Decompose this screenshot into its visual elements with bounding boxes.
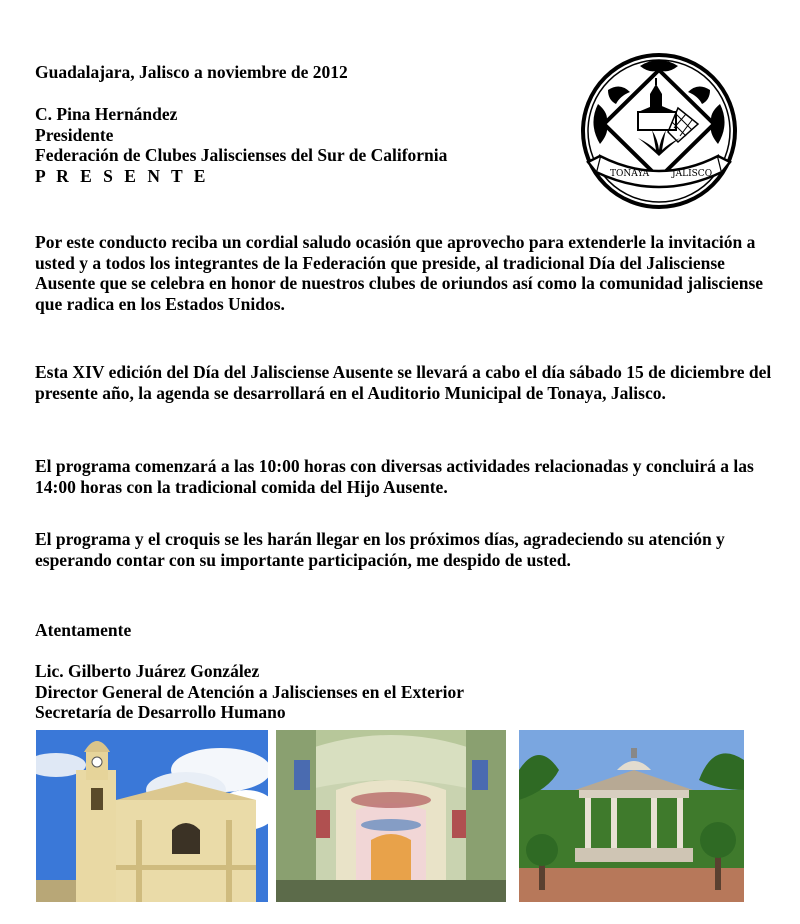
town-kiosk-photo	[519, 730, 744, 902]
closing-label: Atentamente	[35, 620, 132, 640]
recipient-title: Presidente	[35, 124, 114, 145]
signer-name: Lic. Gilberto Juárez González	[35, 661, 260, 681]
paragraph-event-details: Esta XIV edición del Día del Jalisciense Ausente se llevará a cabo el día sábado 15 de diciembre del presente año, la agenda se desarrollará en el Auditorio Municipal de Tonaya, Jalisco.	[35, 362, 772, 403]
church-facade-photo	[36, 730, 268, 902]
seal-text-right: JALISCO	[672, 169, 713, 179]
recipient-organization: Federación de Clubes Jaliscienses del Sur de California	[35, 145, 448, 165]
signer-department: Secretaría de Desarrollo Humano	[35, 702, 286, 722]
recipient-name: C. Pina Hernández	[35, 104, 178, 124]
paragraph-invitation: Por este conducto reciba un cordial saludo ocasión que aprovecho para extenderle la invitación a usted y a todos los integrantes de la Federación que preside, al tradicional Día del Jalisciense Ausente que se celebra en honor de nuestros clubes de oriundos así como la comunidad jalisciense que radica en los Estados Unidos.	[35, 232, 764, 314]
presente-label: P R E S E N T E	[35, 165, 209, 186]
signer-position: Director General de Atención a Jaliscienses en el Exterior	[35, 681, 464, 702]
tonaya-seal-logo	[580, 52, 738, 210]
church-interior-photo	[276, 730, 506, 902]
seal-text-left: TONAYA	[610, 169, 650, 179]
paragraph-program: El programa comenzará a las 10:00 horas con diversas actividades relacionadas y concluirá a las 14:00 horas con la tradicional comida del Hijo Ausente.	[35, 456, 754, 497]
paragraph-farewell: El programa y el croquis se les harán llegar en los próximos días, agradeciendo su atención y esperando contar con su importante participación, me despido de usted.	[35, 529, 725, 570]
place-date: Guadalajara, Jalisco a noviembre de 2012	[35, 62, 348, 82]
